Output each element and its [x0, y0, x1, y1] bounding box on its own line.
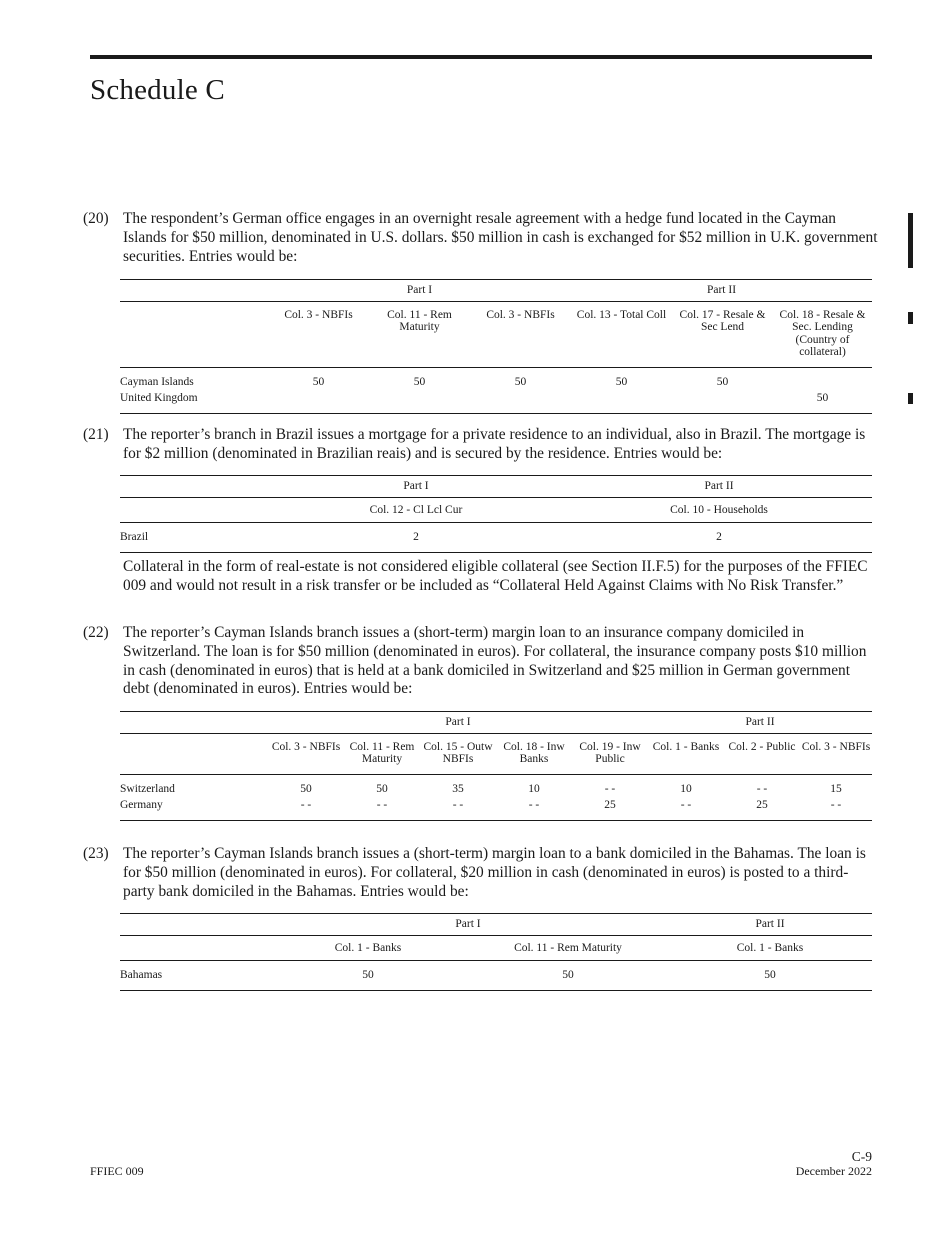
column-header: Col. 11 - Rem Maturity — [344, 734, 420, 775]
column-header: Col. 10 - Households — [566, 498, 872, 523]
part-i-header: Part I — [268, 280, 571, 302]
page-title: Schedule C — [90, 74, 225, 106]
revision-date: December 2022 — [795, 1164, 872, 1178]
table-cell: 50 — [376, 782, 388, 795]
table-cell — [470, 392, 571, 414]
part-ii-header: Part II — [648, 712, 872, 734]
table-row — [120, 799, 872, 821]
table-cell: 50 — [268, 961, 468, 991]
table-cell: - - — [604, 782, 616, 795]
column-header: Col. 1 - Banks — [668, 936, 872, 961]
table-row — [120, 523, 872, 553]
table-cell: - - — [756, 782, 768, 795]
country-label: Bahamas — [120, 961, 268, 991]
column-header: Col. 17 - Resale & Sec Lend — [672, 302, 773, 368]
table-cell: 25 — [572, 799, 648, 821]
item-number: (21) — [83, 426, 109, 443]
column-header: Col. 3 - NBFIs — [268, 734, 344, 775]
table-cell: 50 — [468, 961, 668, 991]
column-header: Col. 3 - NBFIs — [268, 302, 369, 368]
table-row — [120, 367, 872, 392]
table-cell: 50 — [300, 782, 312, 795]
column-header: Col. 19 - Inw Public — [572, 734, 648, 775]
entries-table-20 — [120, 279, 872, 414]
entries-table-21 — [120, 475, 872, 553]
table-cell: - - — [800, 799, 872, 821]
part-i-header: Part I — [268, 712, 648, 734]
column-header: Col. 12 - Cl Lcl Cur — [266, 498, 566, 523]
table-cell: 50 — [514, 375, 527, 388]
item-text: The reporter’s branch in Brazil issues a mortgage for a private residence to an individual, also in Brazil. The mortgage is for $2 million (denominated in Brazilian reais) and is secured by the residence. Entries would be: — [123, 426, 866, 462]
table-cell: - - — [648, 799, 724, 821]
item-text: The reporter’s Cayman Islands branch issues a (short-term) margin loan to a bank domiciled in the Bahamas. The loan is for $50 million (denominated in euros). For collateral, $20 million in cash (denominated in euros) is posted to a third-party bank domiciled in the Bahamas. Entries would be: — [123, 845, 866, 900]
entries-table-22 — [120, 711, 872, 821]
top-rule — [90, 55, 872, 59]
page-number: C-9 — [851, 1149, 872, 1164]
example-21 — [83, 426, 878, 464]
country-label: Germany — [120, 799, 268, 821]
table-cell: 50 — [716, 375, 729, 388]
change-bar — [908, 312, 913, 324]
table-cell: 50 — [312, 375, 325, 388]
item-number: (23) — [83, 845, 109, 862]
table-cell: 50 — [668, 961, 872, 991]
table-cell: 50 — [413, 375, 426, 388]
column-header: Col. 11 - Rem Maturity — [369, 302, 470, 368]
column-header: Col. 3 - NBFIs — [800, 734, 872, 775]
column-header: Col. 15 - Outw NBFIs — [420, 734, 496, 775]
column-header: Col. 3 - NBFIs — [470, 302, 571, 368]
table-cell: - - — [420, 799, 496, 821]
note-21: Collateral in the form of real-estate is not considered eligible collateral (see Section II.F.5) for the purposes of the FFIEC 009 and would not result in a risk transfer or be included as “Collateral Held Against Claims with No Risk Transfer.” — [123, 558, 868, 594]
item-text: The reporter’s Cayman Islands branch issues a (short-term) margin loan to an insurance company domiciled in Switzerland. The loan is for $50 million (denominated in euros). For collateral, the insurance company posts $10 million in cash (denominated in euros) that is held at a bank domiciled in Switzerland and $25 million in German government debt (denominated in euros). Entries would be: — [123, 624, 867, 698]
column-header: Col. 18 - Inw Banks — [496, 734, 572, 775]
item-number: (22) — [83, 624, 109, 641]
country-label: United Kingdom — [120, 392, 268, 414]
example-23 — [83, 845, 878, 901]
change-bar — [908, 393, 913, 404]
part-ii-header: Part II — [566, 476, 872, 498]
part-i-header: Part I — [266, 476, 566, 498]
table-cell — [571, 392, 672, 414]
table-cell — [773, 367, 872, 392]
table-cell: - - — [344, 799, 420, 821]
item-number: (20) — [83, 210, 109, 227]
page-footer — [796, 1150, 872, 1178]
part-i-header: Part I — [268, 914, 668, 936]
table-cell — [268, 392, 369, 414]
table-cell — [672, 392, 773, 414]
column-header: Col. 11 - Rem Maturity — [468, 936, 668, 961]
table-cell: 35 — [452, 782, 464, 795]
table-cell: 25 — [724, 799, 800, 821]
table-cell: - - — [496, 799, 572, 821]
table-cell: 2 — [566, 523, 872, 553]
column-header: Col. 1 - Banks — [648, 734, 724, 775]
change-bar — [908, 213, 913, 268]
country-label: Brazil — [120, 523, 266, 553]
country-label: Switzerland — [120, 782, 175, 795]
table-cell: 50 — [615, 375, 628, 388]
column-header: Col. 2 - Public — [724, 734, 800, 775]
column-header: Col. 18 - Resale & Sec. Lending (Country of collateral) — [773, 302, 872, 368]
table-cell: - - — [268, 799, 344, 821]
table-row — [120, 961, 872, 991]
part-ii-header: Part II — [668, 914, 872, 936]
table-cell: 10 — [680, 782, 692, 795]
table-cell — [369, 392, 470, 414]
table-cell: 2 — [266, 523, 566, 553]
entries-table-23 — [120, 913, 872, 991]
country-label: Cayman Islands — [120, 375, 194, 388]
example-22 — [83, 624, 878, 699]
column-header: Col. 1 - Banks — [268, 936, 468, 961]
example-20 — [83, 210, 878, 266]
table-cell: 15 — [830, 782, 842, 795]
form-id: FFIEC 009 — [90, 1164, 144, 1178]
table-cell: 50 — [773, 392, 872, 414]
table-cell: 10 — [528, 782, 540, 795]
table-row — [120, 774, 872, 799]
table-row — [120, 392, 872, 414]
item-text: The respondent’s German office engages in an overnight resale agreement with a hedge fund located in the Cayman Islands for $50 million, denominated in U.S. dollars. $50 million in cash is exchanged for $52 million in U.K. government securities. Entries would be: — [123, 210, 878, 265]
part-ii-header: Part II — [571, 280, 872, 302]
column-header: Col. 13 - Total Coll — [571, 302, 672, 368]
